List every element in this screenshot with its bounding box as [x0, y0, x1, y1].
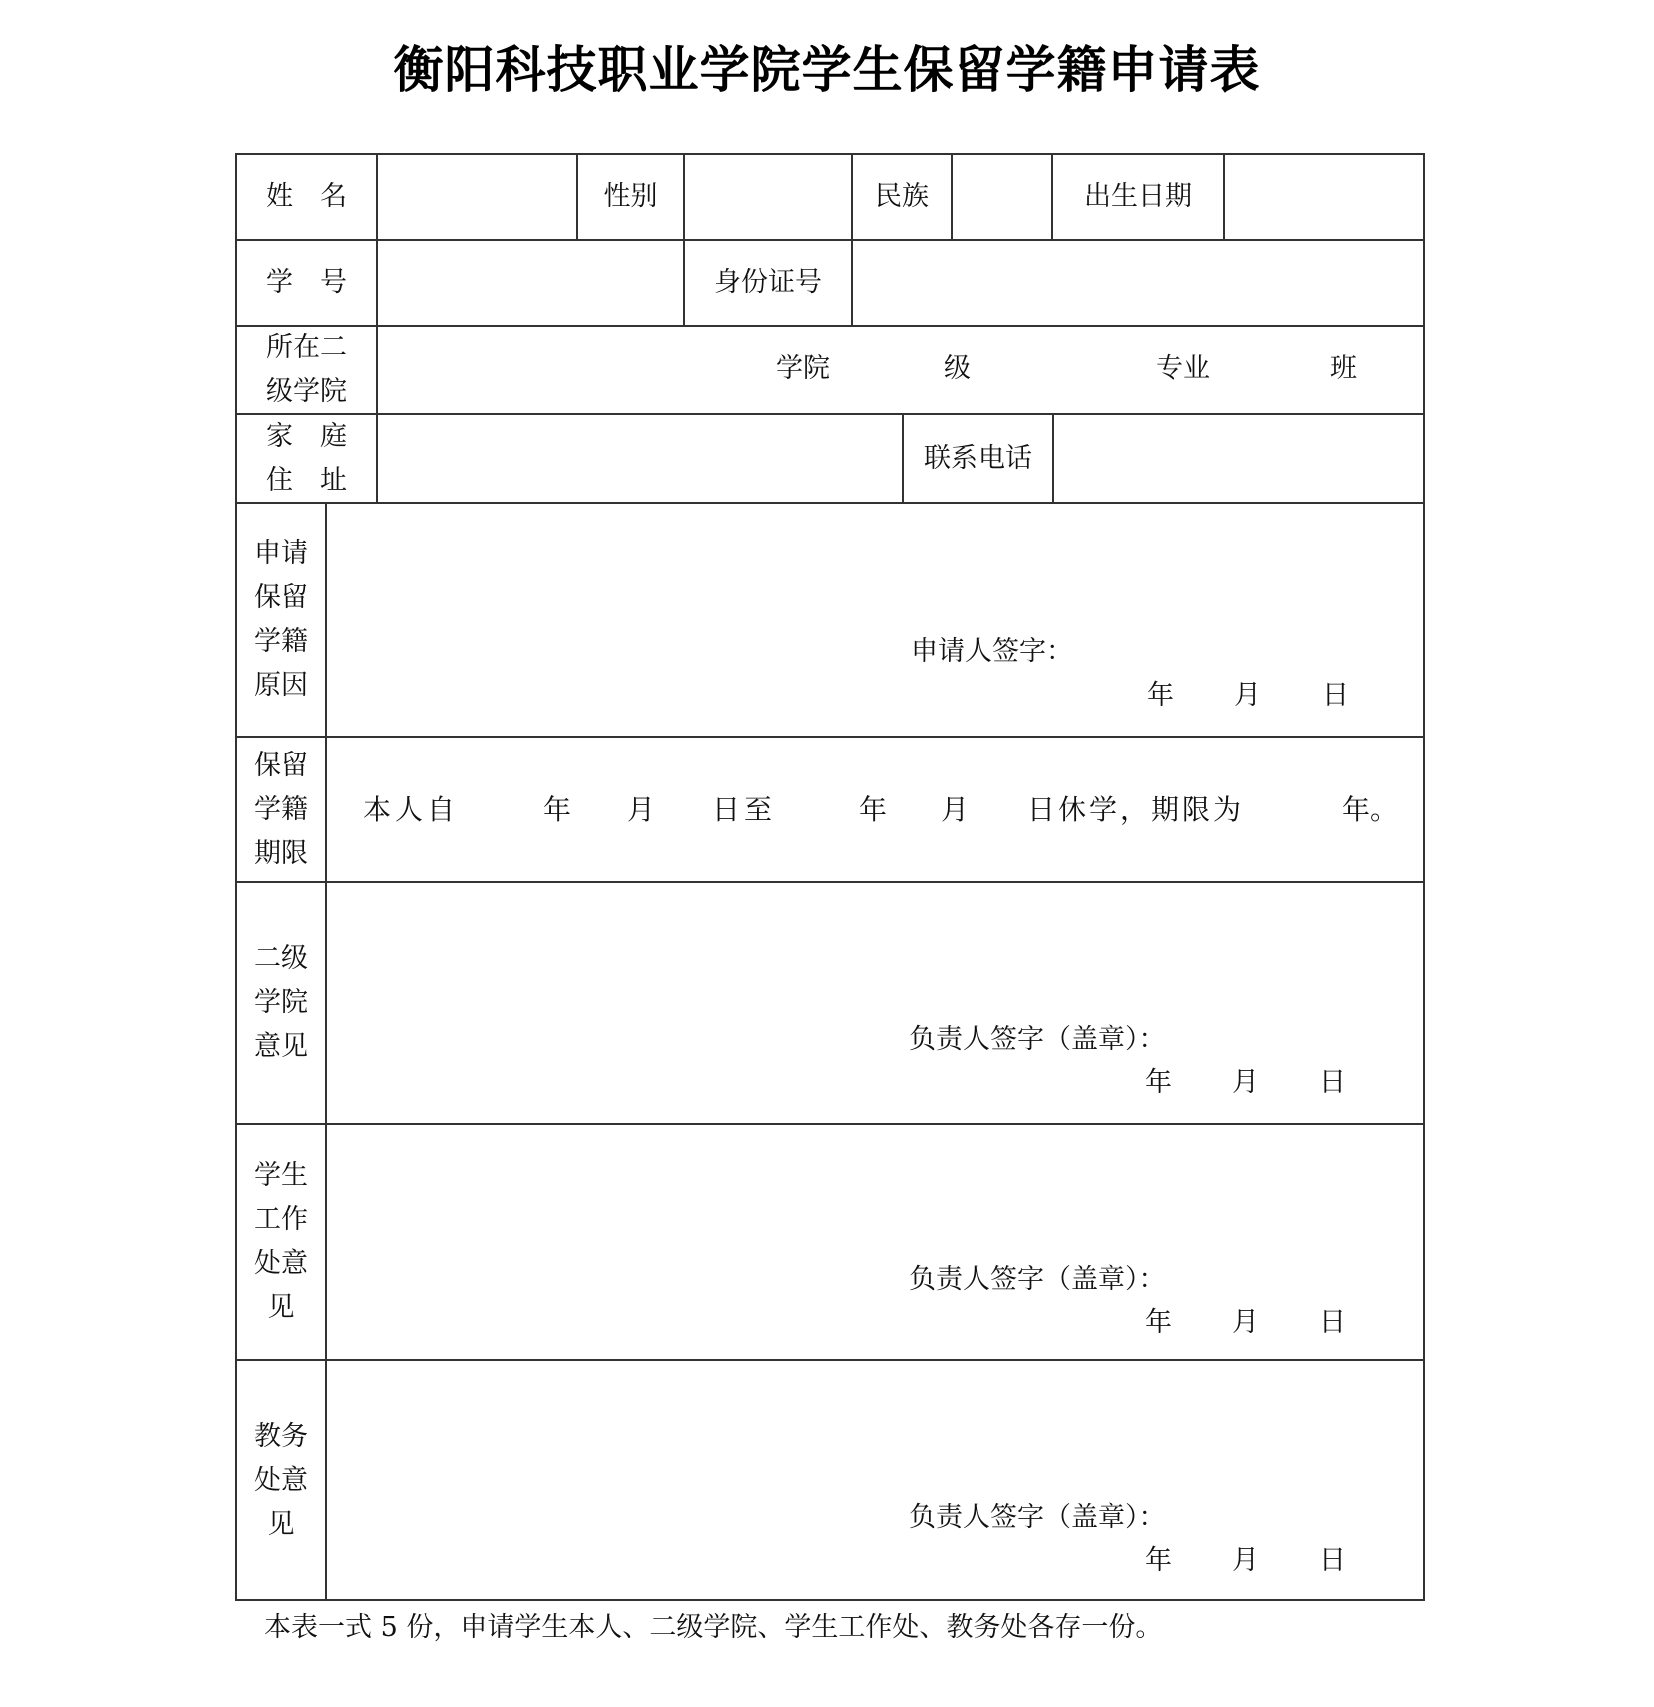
id-card-field[interactable] [851, 239, 1425, 325]
period-label-line: 学籍 [254, 793, 308, 825]
page-title: 衡阳科技职业学院学生保留学籍申请表 [393, 41, 1261, 99]
college-label-line2: 级学院 [266, 376, 347, 407]
date-year: 年 [1145, 1545, 1172, 1576]
period-start-day: 日至 [712, 793, 777, 826]
student-affairs-opinion-field[interactable] [325, 1123, 1425, 1359]
address-field[interactable] [376, 413, 902, 502]
date-day: 日 [1319, 1067, 1346, 1098]
student-affairs-label-line: 学生 [254, 1160, 308, 1191]
application-form [235, 153, 1425, 1601]
date-month: 月 [1232, 1545, 1259, 1576]
birthdate-label: 出生日期 [1051, 153, 1223, 239]
date-month: 月 [1232, 1307, 1259, 1338]
academic-affairs-label-line: 教务 [254, 1421, 308, 1452]
address-label-line1: 家 庭 [266, 420, 347, 452]
reason-label [235, 502, 325, 736]
college-field[interactable] [376, 325, 1425, 413]
college-opinion-label-line: 二级 [254, 943, 308, 974]
date-year: 年 [1145, 1067, 1172, 1098]
date-day: 日 [1319, 1307, 1346, 1338]
footer-note: 本表一式 5 份，申请学生本人、二级学院、学生工作处、教务处各存一份。 [264, 1612, 1163, 1643]
date-month: 月 [1232, 1067, 1259, 1098]
student-affairs-signature-label: 负责人签字（盖章）： [909, 1264, 1166, 1295]
period-label-line: 期限 [254, 837, 308, 869]
period-end-year: 年 [859, 793, 888, 826]
academic-affairs-signature-label: 负责人签字（盖章）： [909, 1502, 1166, 1533]
academic-affairs-opinion-label [235, 1359, 325, 1601]
date-month: 月 [1234, 680, 1261, 711]
student-id-label: 学 号 [235, 239, 376, 325]
gender-label: 性别 [576, 153, 683, 239]
date-day: 日 [1319, 1545, 1346, 1576]
gender-field[interactable] [683, 153, 851, 239]
period-prefix: 本人自 [363, 793, 460, 826]
ethnicity-label: 民族 [851, 153, 951, 239]
academic-affairs-label-line: 见 [267, 1509, 295, 1540]
student-id-field[interactable] [376, 239, 683, 325]
reason-label-line: 原因 [254, 670, 308, 701]
student-affairs-label-line: 工作 [254, 1204, 308, 1235]
reason-label-line: 保留 [254, 582, 308, 613]
college-opinion-field[interactable] [325, 881, 1425, 1123]
name-field[interactable] [376, 153, 576, 239]
college-label-line1: 所在二 [266, 332, 347, 363]
birthdate-field[interactable] [1223, 153, 1425, 239]
period-label [235, 736, 325, 881]
phone-label: 联系电话 [902, 413, 1052, 502]
period-start-year: 年 [543, 793, 572, 826]
college-signature-label: 负责人签字（盖章）： [909, 1024, 1166, 1055]
college-suffix: 学院 [776, 353, 830, 384]
date-year: 年 [1145, 1307, 1172, 1338]
date-day: 日 [1322, 680, 1349, 711]
class-suffix: 班 [1330, 353, 1357, 384]
college-label [235, 325, 376, 413]
phone-field[interactable] [1052, 413, 1425, 502]
reason-label-line: 申请 [254, 538, 308, 569]
reason-label-line: 学籍 [254, 626, 308, 657]
academic-affairs-label-line: 处意 [254, 1465, 308, 1496]
college-opinion-label [235, 881, 325, 1123]
student-affairs-label-line: 见 [267, 1292, 295, 1323]
name-label: 姓 名 [235, 153, 376, 239]
academic-affairs-opinion-field[interactable] [325, 1359, 1425, 1601]
student-affairs-label-line: 处意 [254, 1248, 308, 1279]
period-years: 年。 [1342, 793, 1399, 826]
address-label [235, 413, 376, 502]
date-year: 年 [1147, 680, 1174, 711]
period-end-day: 日休学，期限为 [1027, 793, 1245, 826]
grade-suffix: 级 [944, 353, 971, 384]
period-start-month: 月 [627, 793, 656, 826]
reason-field[interactable] [325, 502, 1425, 736]
applicant-signature-label: 申请人签字： [911, 636, 1073, 667]
college-opinion-label-line: 学院 [254, 987, 308, 1018]
student-affairs-opinion-label [235, 1123, 325, 1359]
ethnicity-field[interactable] [951, 153, 1051, 239]
period-end-month: 月 [941, 793, 970, 826]
id-card-label: 身份证号 [683, 239, 851, 325]
major-suffix: 专业 [1156, 353, 1210, 384]
period-field[interactable] [325, 736, 1425, 881]
period-label-line: 保留 [254, 749, 308, 781]
college-opinion-label-line: 意见 [254, 1031, 308, 1062]
address-label-line2: 住 址 [266, 464, 347, 496]
